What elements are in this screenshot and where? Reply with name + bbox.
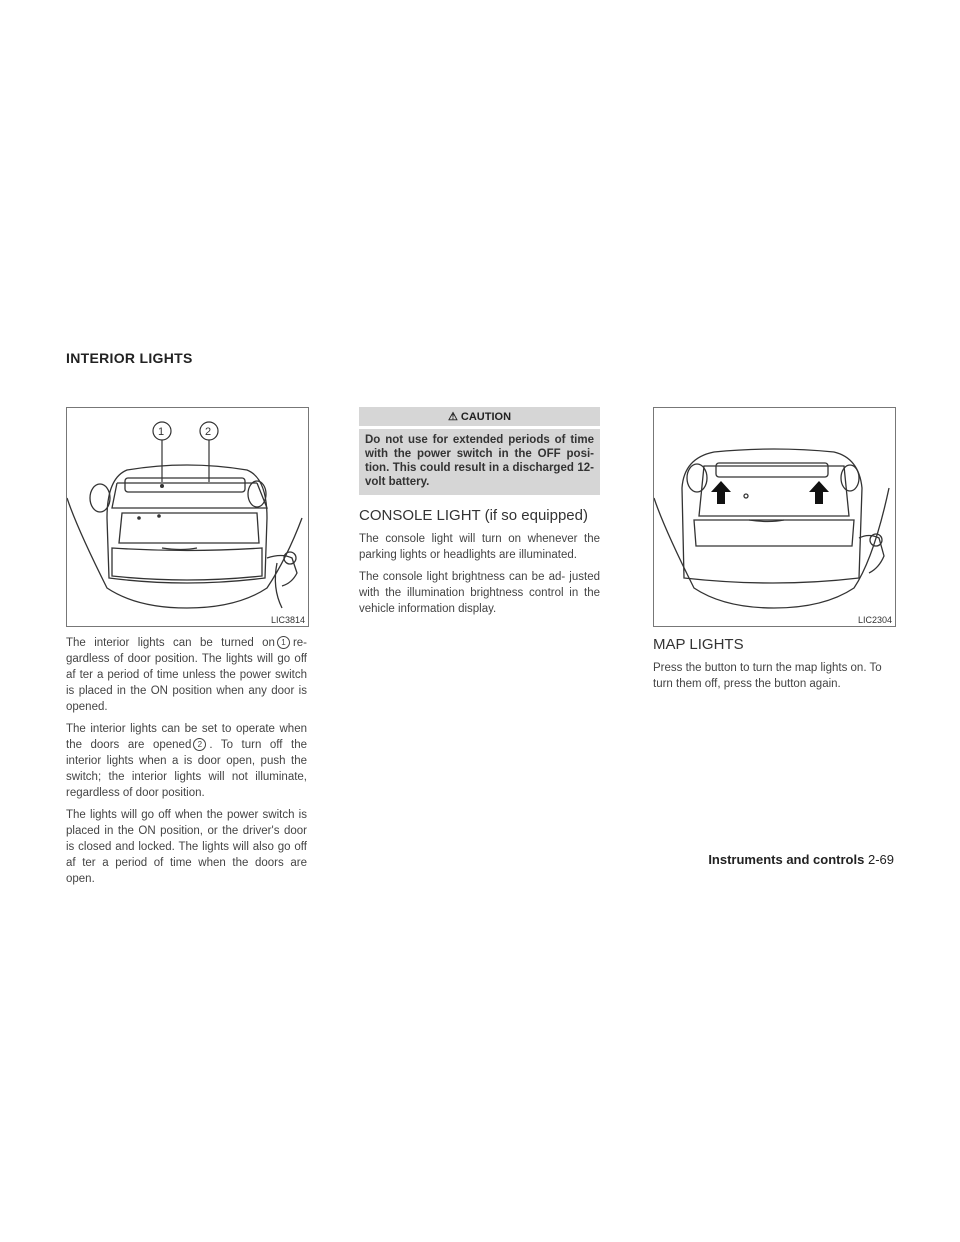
interior-light-figure — [66, 407, 309, 627]
paragraph — [66, 635, 307, 715]
paragraph: The lights will go off when the power switch is placed in the ON position, or the driver's door is closed and locked. The lights will also go off af ter a period of time when the doors are open. — [66, 809, 307, 885]
callout-marker-1: 1 — [277, 636, 290, 649]
paragraph: The console light brightness can be ad- justed with the illumination brightness control in the vehicle information display. — [359, 571, 600, 615]
paragraph: The console light will turn on whenever the parking lights or headlights are illuminated. — [359, 533, 600, 561]
chapter-title: Instruments and controls — [708, 852, 865, 867]
callout-1: 1 — [158, 426, 165, 438]
callout-2: 2 — [205, 426, 212, 438]
page-footer — [708, 852, 894, 867]
text: The interior lights can be turned on — [66, 637, 275, 649]
caution-header — [359, 407, 600, 429]
console-light-heading: CONSOLE LIGHT (if so equipped) — [359, 507, 588, 524]
column-2 — [359, 407, 600, 623]
text: re- gardless of door position. The lights will go off af ter a period of time unless the power switch is placed in the ON position when any door is opened. — [66, 637, 307, 713]
map-light-illustration — [654, 408, 895, 626]
column-3 — [653, 636, 894, 698]
caution-text: Do not use for extended periods of time with the power switch in the OFF posi- tion. This could result in a discharged 12-volt battery. — [365, 434, 594, 488]
overhead-console-illustration — [67, 408, 308, 626]
map-light-figure — [653, 407, 896, 627]
caution-label: CAUTION — [460, 411, 512, 423]
section-title: INTERIOR LIGHTS — [66, 350, 193, 366]
map-lights-heading: MAP LIGHTS — [653, 636, 744, 653]
figure-code: LIC2304 — [857, 615, 892, 625]
text: . To turn off the interior lights when a is door open, push the switch; the interior lights will not illuminate, regardless of door position. — [66, 739, 308, 799]
paragraph: Press the button to turn the map lights on. To turn them off, press the button again. — [653, 662, 882, 690]
paragraph — [66, 721, 307, 801]
text: The interior lights can be set to operate when the doors are opened — [66, 723, 307, 751]
callout-marker-2: 2 — [193, 738, 206, 751]
warning-icon: ⚠ — [447, 411, 458, 423]
column-1 — [66, 635, 307, 893]
caution-box — [359, 407, 600, 495]
figure-code: LIC3814 — [270, 615, 305, 625]
page-number: 2-69 — [867, 852, 894, 867]
